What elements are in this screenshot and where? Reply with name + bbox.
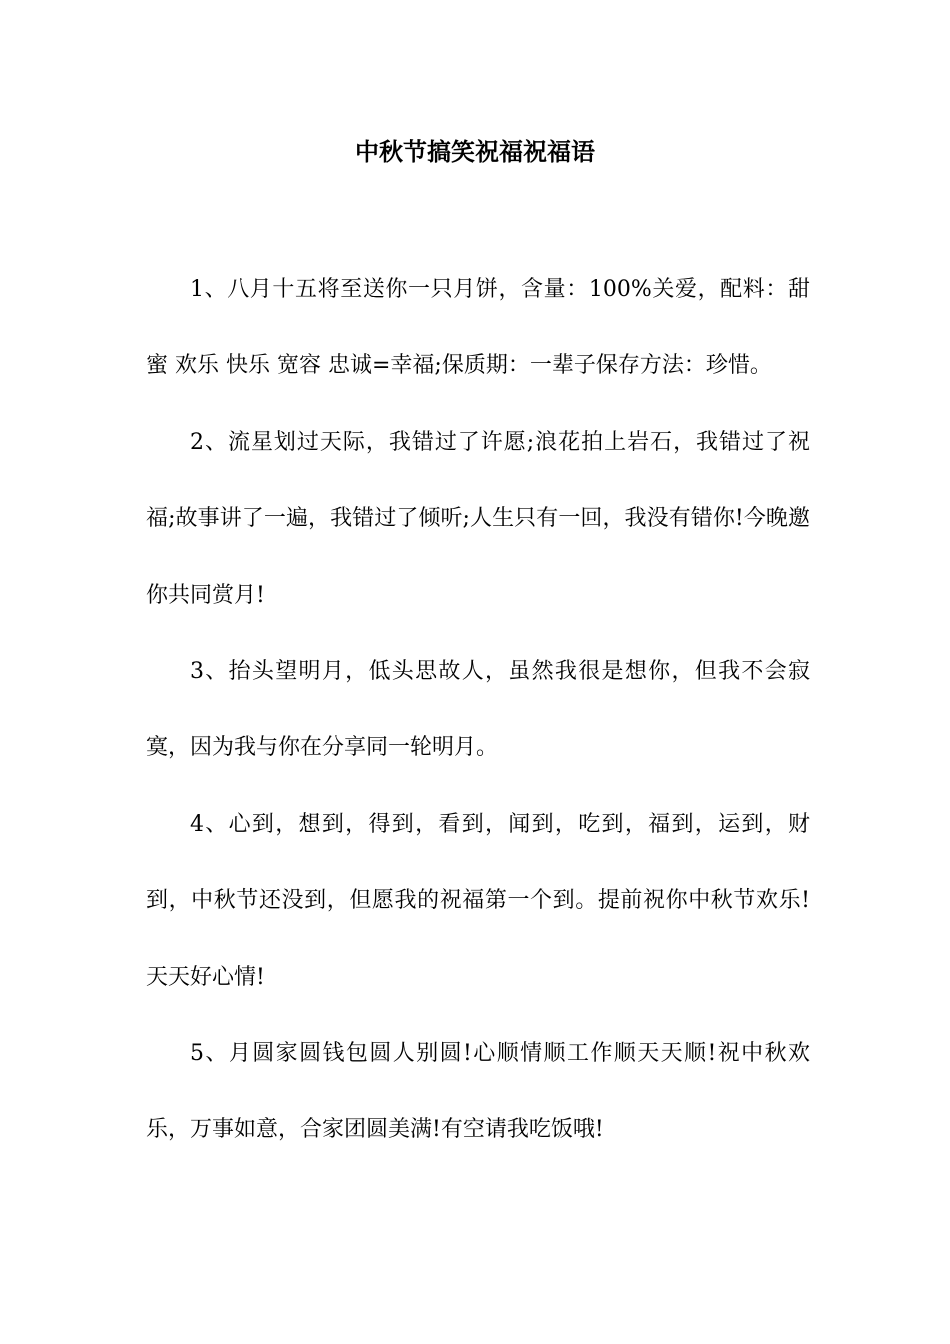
paragraph-2: 2、流星划过天际，我错过了许愿;浪花拍上岩石，我错过了祝福;故事讲了一遍，我错过了倾听;人生只有一回，我没有错你!今晚邀你共同赏月! [146,429,810,608]
paragraph-4: 4、心到，想到，得到，看到，闻到，吃到，福到，运到，财到，中秋节还没到，但愿我的祝福第一个到。提前祝你中秋节欢乐!天天好心情! [146,811,810,990]
document-title: 中秋节搞笑祝福祝福语 [355,138,595,166]
paragraph-5: 5、月圆家圆钱包圆人别圆!心顺情顺工作顺天天顺!祝中秋欢乐，万事如意，合家团圆美满!有空请我吃饭哦! [146,1041,810,1143]
paragraph-3: 3、抬头望明月，低头思故人，虽然我很是想你，但我不会寂寞，因为我与你在分享同一轮明月。 [146,659,810,761]
paragraph-1: 1、八月十五将至送你一只月饼，含量：100%关爱，配料：甜蜜 欢乐 快乐 宽容 忠诚=幸福;保质期：一辈子保存方法：珍惜。 [146,277,810,379]
document-body [146,252,810,1169]
